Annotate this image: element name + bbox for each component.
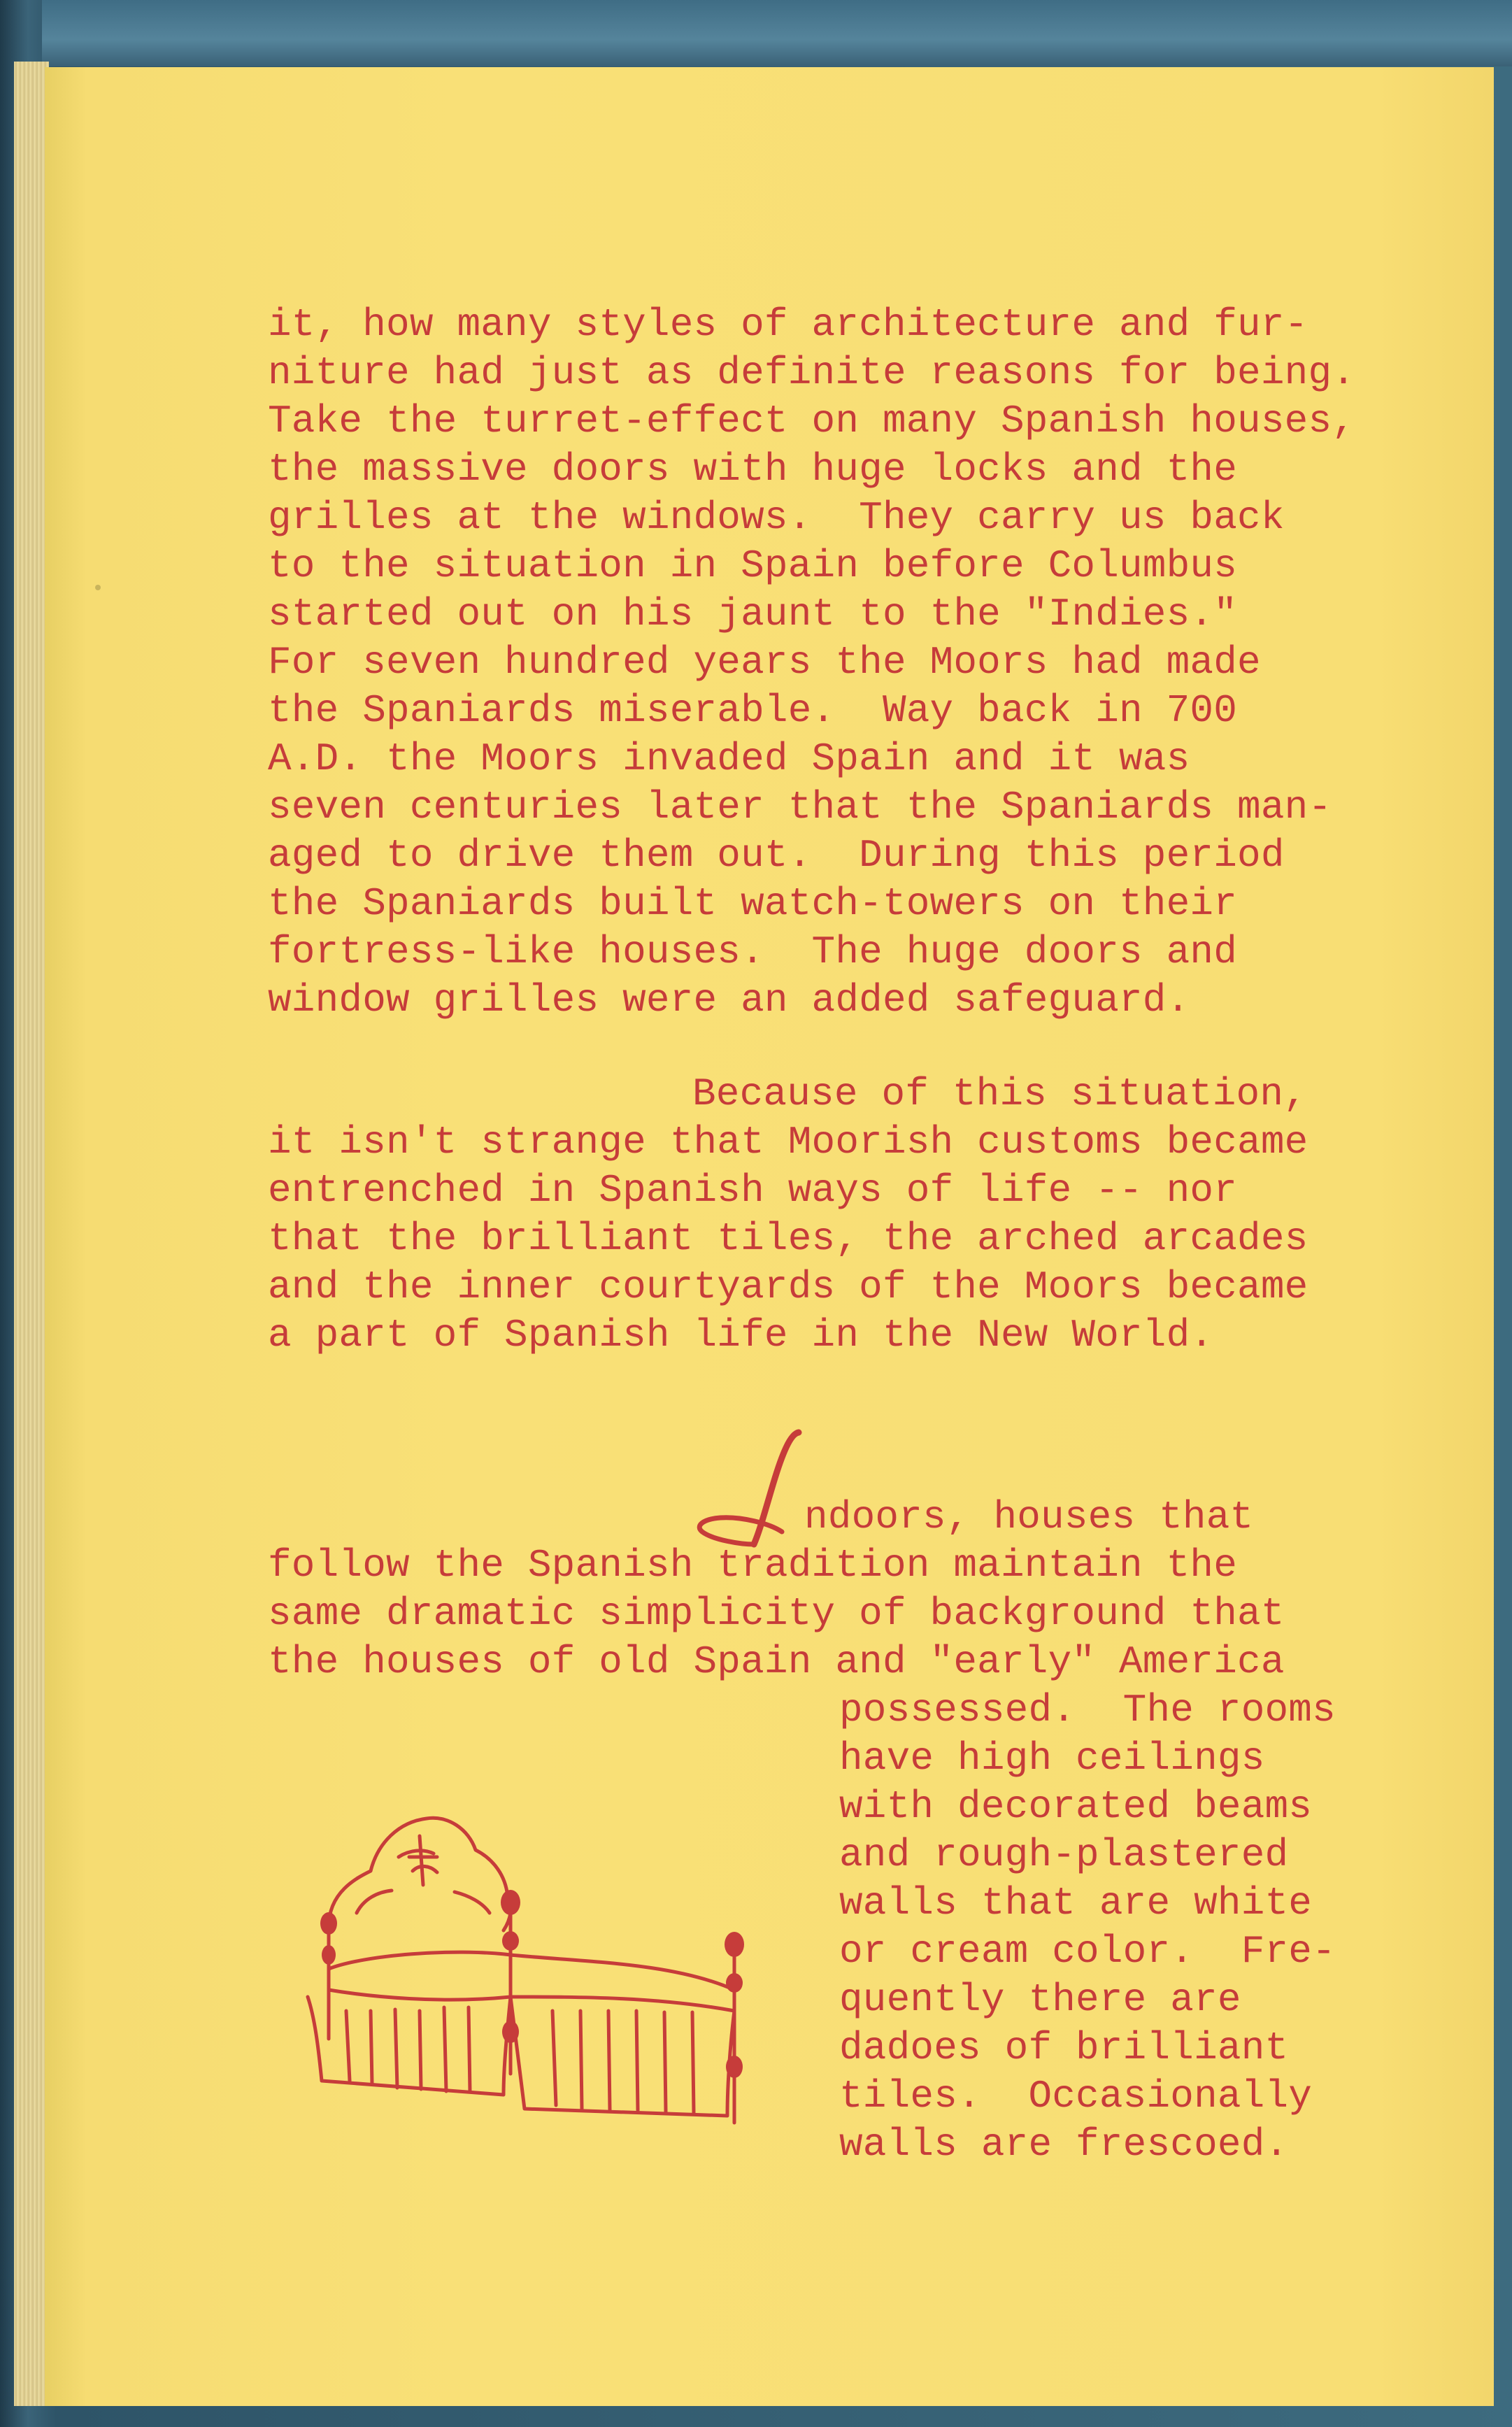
text-line: seven centuries later that the Spaniards man-: [268, 785, 1332, 830]
text-line: follow the Spanish tradition maintain the: [268, 1543, 1238, 1588]
text-line: tiles. Occasionally: [839, 2074, 1313, 2119]
text-line: Because of this situation,: [692, 1072, 1307, 1116]
text-line: fortress-like houses. The huge doors and: [268, 930, 1238, 974]
text-line: that the brilliant tiles, the arched arcades: [268, 1216, 1308, 1261]
text-line: to the situation in Spain before Columbus: [268, 543, 1238, 588]
text-line: same dramatic simplicity of background that: [268, 1591, 1285, 1636]
text-line: aged to drive them out. During this period: [268, 833, 1285, 878]
text-line: Take the turret-effect on many Spanish houses,: [268, 399, 1356, 443]
decorative-initial-i-icon: [692, 1427, 811, 1553]
text-line: walls are frescoed.: [839, 2122, 1289, 2167]
text-line: walls that are white: [839, 1881, 1313, 1926]
text-line: the massive doors with huge locks and the: [268, 447, 1238, 492]
text-line: quently there are: [839, 1977, 1241, 2022]
book-binding: [42, 0, 1512, 66]
text-line: dadoes of brilliant: [839, 2026, 1289, 2070]
text-line: ndoors, houses that: [804, 1495, 1254, 1539]
text-line: the Spaniards miserable. Way back in 700: [268, 688, 1238, 733]
text-line: For seven hundred years the Moors had made: [268, 640, 1261, 685]
text-line: the houses of old Spain and "early" America: [268, 1639, 1285, 1684]
text-line: grilles at the windows. They carry us back: [268, 495, 1285, 540]
text-line: or cream color. Fre-: [839, 1929, 1336, 1974]
text-line: possessed. The rooms: [839, 1688, 1336, 1732]
text-line: it isn't strange that Moorish customs became: [268, 1120, 1308, 1165]
text-line: have high ceilings: [839, 1736, 1265, 1781]
spanish-bed-icon: [280, 1787, 762, 2137]
text-line: and the inner courtyards of the Moors became: [268, 1265, 1308, 1309]
text-line: and rough-plastered: [839, 1832, 1289, 1877]
text-line: started out on his jaunt to the "Indies.": [268, 592, 1238, 636]
text-line: a part of Spanish life in the New World.: [268, 1313, 1214, 1358]
paper-speck: [95, 585, 101, 590]
text-line: with decorated beams: [839, 1784, 1313, 1829]
text-line: niture had just as definite reasons for being.: [268, 350, 1356, 395]
text-line: A.D. the Moors invaded Spain and it was: [268, 736, 1190, 781]
page-edges: [14, 62, 49, 2406]
text-line: it, how many styles of architecture and fur-: [268, 302, 1308, 347]
text-line: window grilles were an added safeguard.: [268, 978, 1190, 1023]
text-line: the Spaniards built watch-towers on their: [268, 881, 1238, 926]
text-line: entrenched in Spanish ways of life -- nor: [268, 1168, 1238, 1213]
